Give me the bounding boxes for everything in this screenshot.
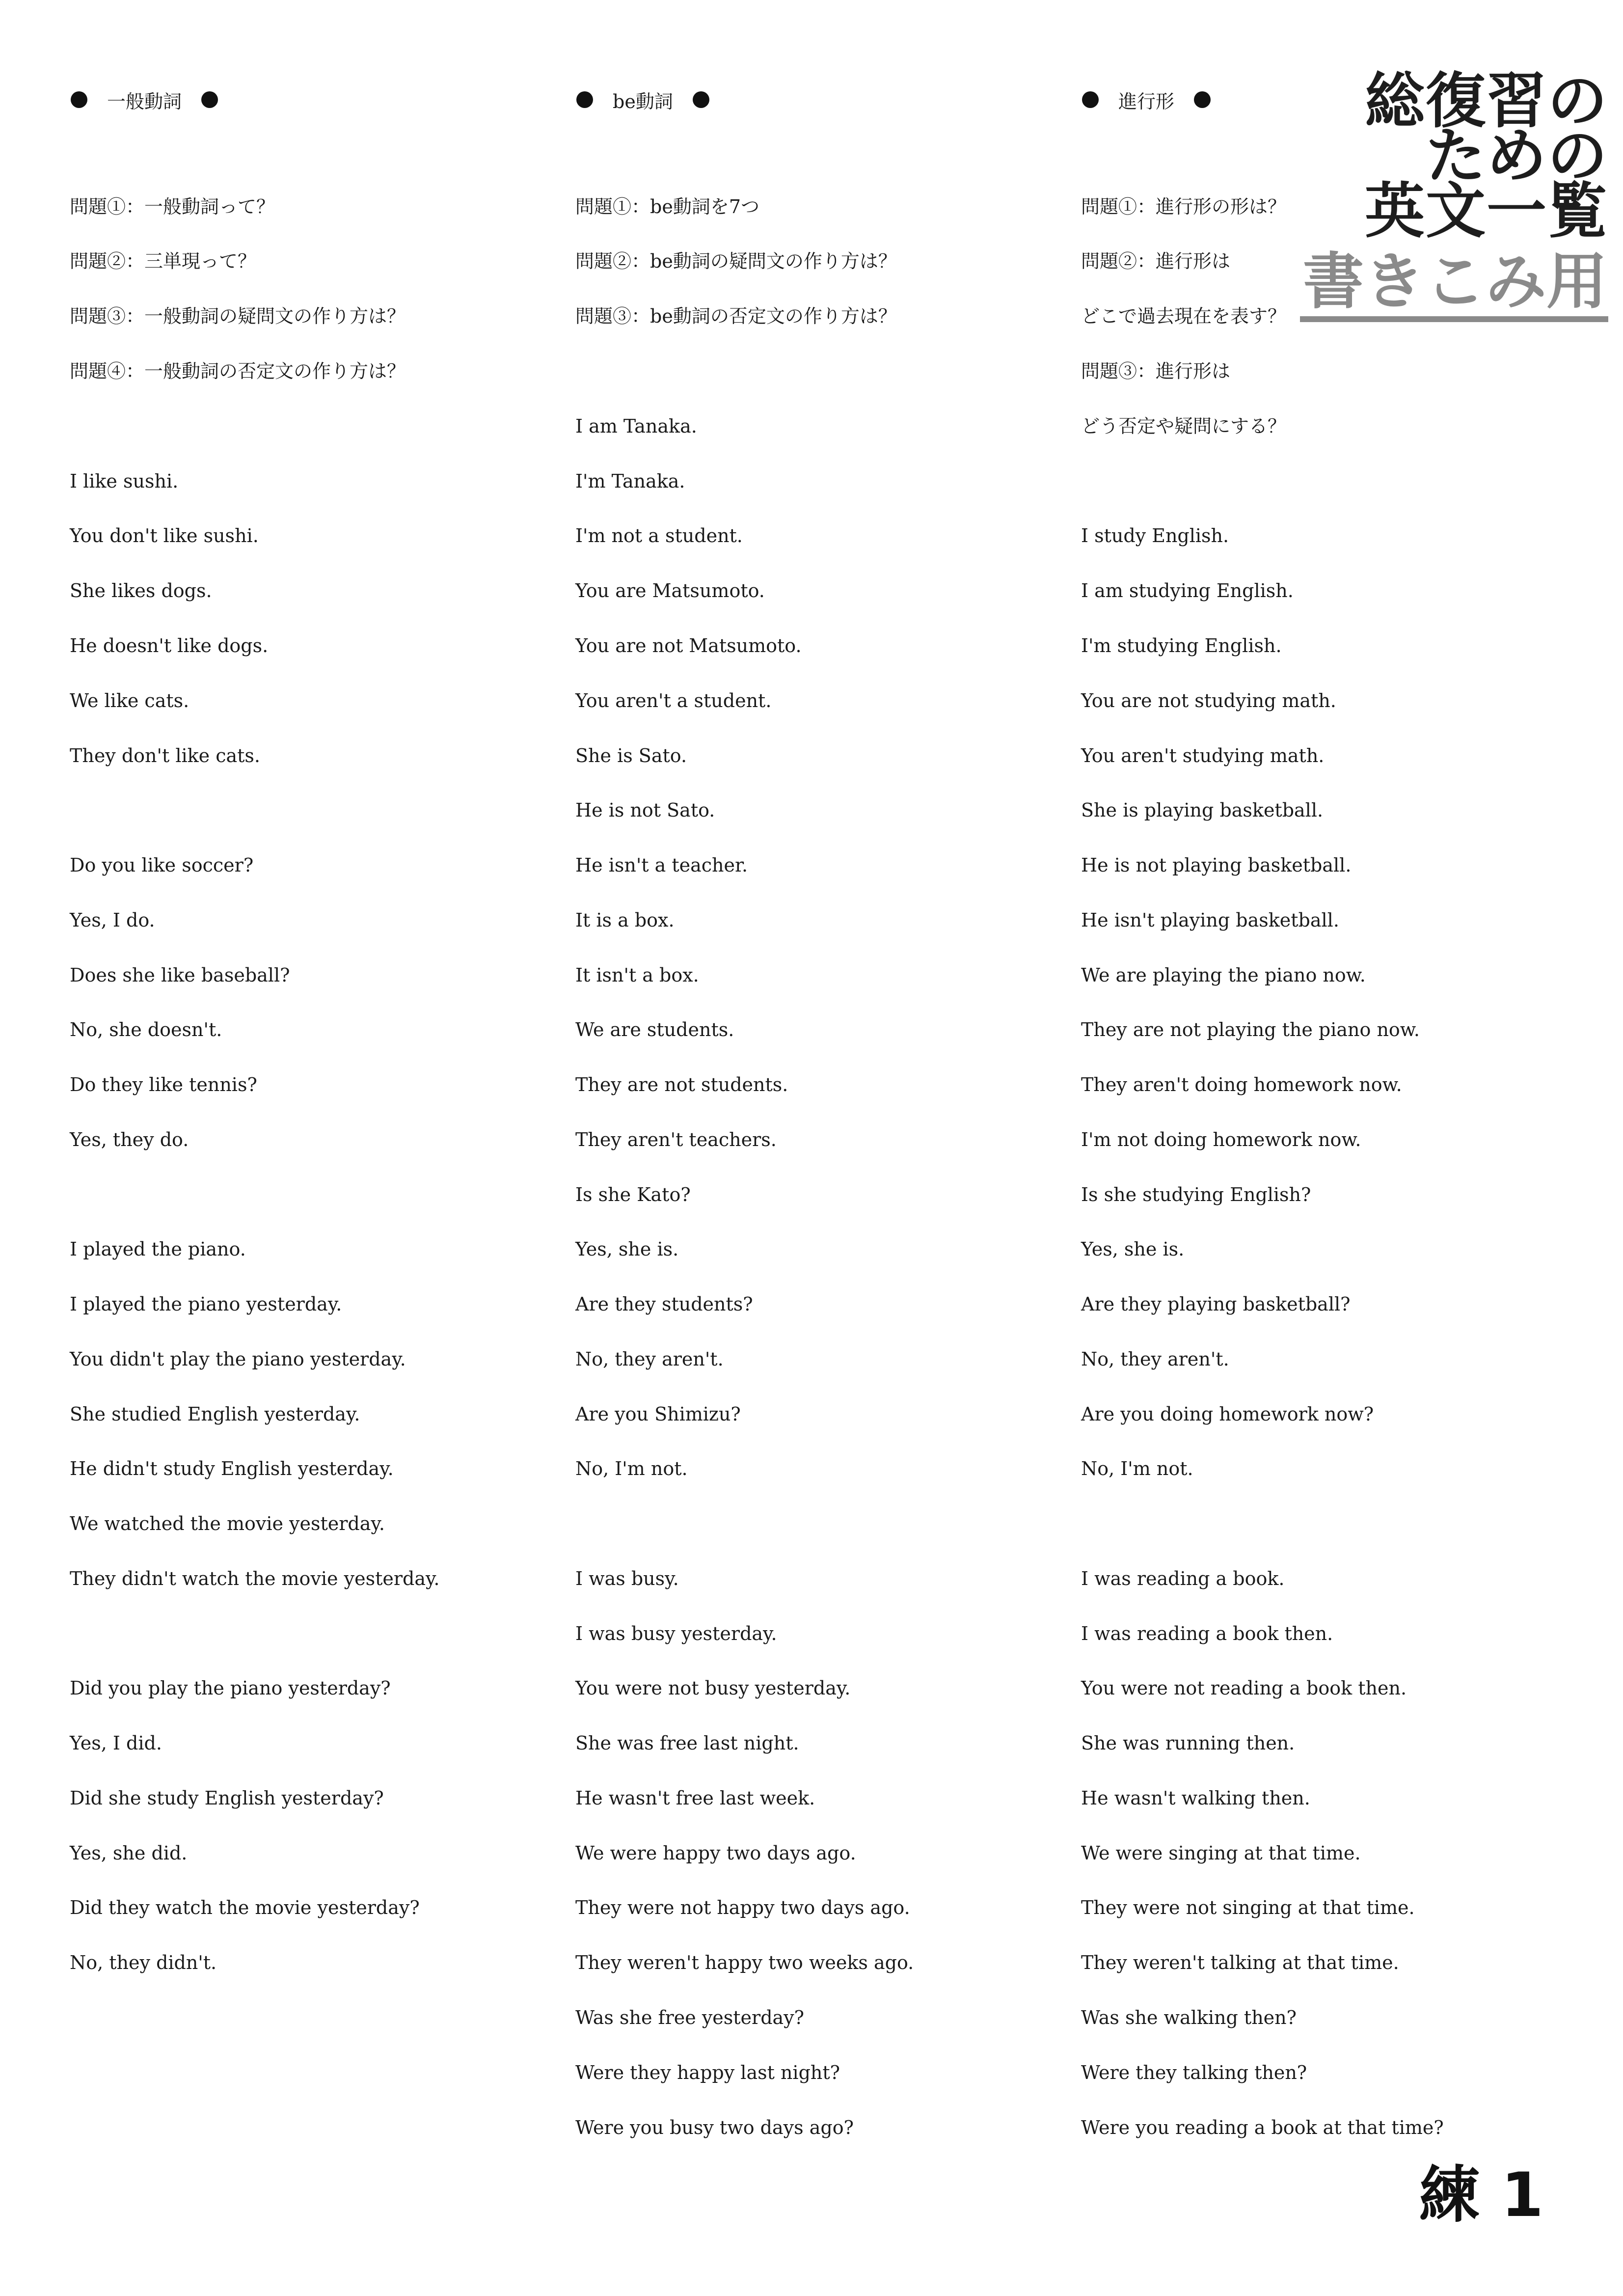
sentence-item: They are not playing the piano now. (1081, 1019, 1420, 1040)
sentence-item: I'm not a student. (575, 525, 743, 547)
sentence-item: You aren't a student. (575, 690, 772, 711)
sentence-item: She was running then. (1081, 1732, 1295, 1754)
sentence-item: Were you busy two days ago? (575, 2117, 854, 2138)
sentence-item: I study English. (1081, 525, 1229, 547)
sentence-item: He didn't study English yesterday. (70, 1458, 394, 1479)
page-number: 練 1 (1419, 2160, 1543, 2231)
page-title-line-2: ための (1426, 121, 1608, 191)
sentence-item: Yes, she is. (575, 1238, 679, 1260)
sentence-item: No, she doesn't. (70, 1019, 222, 1040)
sentence-item: Did they watch the movie yesterday? (70, 1897, 420, 1918)
sentence-item: Did she study English yesterday? (70, 1787, 384, 1809)
question-item: 問題①：be動詞を7つ (575, 196, 759, 218)
sentence-item: Was she free yesterday? (575, 2007, 805, 2028)
sentence-item: You are Matsumoto. (575, 580, 765, 601)
sentence-item: You were not busy yesterday. (575, 1677, 851, 1699)
sentence-item: I played the piano yesterday. (70, 1293, 342, 1315)
section-heading-label: 一般動詞 (107, 90, 182, 112)
sentence-item: They don't like cats. (70, 745, 261, 766)
sentence-item: Yes, they do. (70, 1129, 189, 1150)
sentence-item: We watched the movie yesterday. (70, 1513, 385, 1534)
sentence-item: We are playing the piano now. (1081, 964, 1366, 986)
sentence-item: Do you like soccer? (70, 854, 254, 876)
sentence-item: No, they aren't. (1081, 1348, 1229, 1370)
question-item: 問題②：三単現って？ (70, 250, 257, 272)
bullet-dot-icon (201, 91, 218, 108)
sentence-item: He wasn't free last week. (575, 1787, 815, 1809)
sentence-item: Yes, she did. (70, 1842, 188, 1864)
sentence-item: It isn't a box. (575, 964, 699, 986)
sentence-item: She is Sato. (575, 745, 687, 766)
sentence-item: They weren't happy two weeks ago. (575, 1952, 914, 1973)
question-item: 問題③：be動詞の否定文の作り方は？ (575, 305, 897, 327)
sentence-item: You were not reading a book then. (1081, 1677, 1407, 1699)
sentence-item: I am Tanaka. (575, 415, 697, 437)
sentence-item: I was busy yesterday. (575, 1623, 777, 1644)
sentence-item: They weren't talking at that time. (1081, 1952, 1399, 1973)
sentence-item: Is she studying English? (1081, 1184, 1311, 1205)
section-heading-label: 進行形 (1118, 90, 1175, 112)
bullet-dot-icon (693, 91, 709, 108)
sentence-item: It is a box. (575, 909, 675, 931)
sentence-item: No, I'm not. (1081, 1458, 1193, 1479)
sentence-item: Were they talking then? (1081, 2062, 1307, 2083)
sentence-item: Is she Kato? (575, 1184, 691, 1205)
sentence-item: We were singing at that time. (1081, 1842, 1361, 1864)
question-item: 問題④：一般動詞の否定文の作り方は？ (70, 360, 406, 382)
sentence-item: He doesn't like dogs. (70, 635, 269, 656)
sentence-item: You are not studying math. (1081, 690, 1336, 711)
sentence-item: He isn't playing basketball. (1081, 909, 1339, 931)
sentence-item: She likes dogs. (70, 580, 212, 601)
sentence-item: I was busy. (575, 1568, 679, 1589)
bullet-dot-icon (71, 91, 87, 108)
question-item: 問題③：進行形は (1081, 360, 1231, 382)
sentence-item: I'm studying English. (1081, 635, 1282, 656)
sentence-item: They aren't teachers. (575, 1129, 777, 1150)
sentence-item: You didn't play the piano yesterday. (70, 1348, 406, 1370)
sentence-item: Are they students? (575, 1293, 753, 1315)
sentence-item: I was reading a book then. (1081, 1623, 1333, 1644)
sentence-item: I was reading a book. (1081, 1568, 1285, 1589)
question-item: 問題①：進行形の形は？ (1081, 196, 1287, 218)
sentence-item: Are they playing basketball? (1081, 1293, 1351, 1315)
section-heading-label: be動詞 (613, 90, 673, 112)
sentence-item: No, they didn't. (70, 1952, 217, 1973)
question-item: 問題①：一般動詞って？ (70, 196, 275, 218)
sentence-item: They were not singing at that time. (1081, 1897, 1415, 1918)
sentence-item: Does she like baseball? (70, 964, 290, 986)
question-item: どう否定や疑問にする？ (1081, 415, 1287, 437)
sentence-item: I played the piano. (70, 1238, 246, 1260)
title-block (1265, 66, 1608, 322)
sentence-item: Did you play the piano yesterday? (70, 1677, 391, 1699)
page-title-line-3: 英文一覧 (1365, 176, 1608, 246)
sentence-item: Yes, I did. (70, 1732, 162, 1754)
sentence-item: Are you doing homework now? (1081, 1403, 1374, 1425)
sentence-item: I am studying English. (1081, 580, 1294, 601)
bullet-dot-icon (576, 91, 593, 108)
sentence-item: She was free last night. (575, 1732, 799, 1754)
sentence-item: I'm Tanaka. (575, 470, 685, 492)
section-heading (70, 87, 218, 112)
sentence-item: I like sushi. (70, 470, 179, 492)
question-item: 問題②：進行形は (1081, 250, 1231, 272)
section-heading (1081, 87, 1211, 112)
sentence-item: You don't like sushi. (70, 525, 259, 547)
sentence-item: They are not students. (575, 1074, 788, 1095)
sentence-item: Were they happy last night? (575, 2062, 840, 2083)
sentence-item: She studied English yesterday. (70, 1403, 360, 1425)
sentence-item: Yes, I do. (70, 909, 155, 931)
sentence-item: We were happy two days ago. (575, 1842, 856, 1864)
sentence-item: He is not Sato. (575, 799, 715, 821)
bullet-dot-icon (1082, 91, 1099, 108)
sentence-item: He isn't a teacher. (575, 854, 748, 876)
question-item: どこで過去現在を表す？ (1081, 305, 1287, 327)
bullet-dot-icon (1194, 91, 1211, 108)
sentence-item: I'm not doing homework now. (1081, 1129, 1361, 1150)
sentence-item: No, they aren't. (575, 1348, 724, 1370)
sentence-item: Do they like tennis? (70, 1074, 257, 1095)
sentence-item: They aren't doing homework now. (1081, 1074, 1402, 1095)
sentence-item: She is playing basketball. (1081, 799, 1324, 821)
sentence-item: Were you reading a book at that time? (1081, 2117, 1444, 2138)
sentence-item: No, I'm not. (575, 1458, 688, 1479)
sentence-item: Yes, she is. (1081, 1238, 1185, 1260)
sentence-item: We are students. (575, 1019, 734, 1040)
section-heading (575, 87, 709, 112)
sentence-item: We like cats. (70, 690, 189, 711)
page-subtitle: 書きこみ用 (1300, 247, 1608, 322)
question-item: 問題③：一般動詞の疑問文の作り方は？ (70, 305, 406, 327)
sentence-item: You aren't studying math. (1081, 745, 1325, 766)
page-title-line-1: 総復習の (1365, 66, 1608, 136)
sentence-item: Are you Shimizu? (575, 1403, 741, 1425)
question-item: 問題②：be動詞の疑問文の作り方は？ (575, 250, 897, 272)
sentence-item: He is not playing basketball. (1081, 854, 1352, 876)
sentence-item: They were not happy two days ago. (575, 1897, 910, 1918)
sentence-item: Was she walking then? (1081, 2007, 1297, 2028)
sentence-item: You are not Matsumoto. (575, 635, 802, 656)
sentence-item: They didn't watch the movie yesterday. (70, 1568, 440, 1589)
sentence-item: He wasn't walking then. (1081, 1787, 1310, 1809)
